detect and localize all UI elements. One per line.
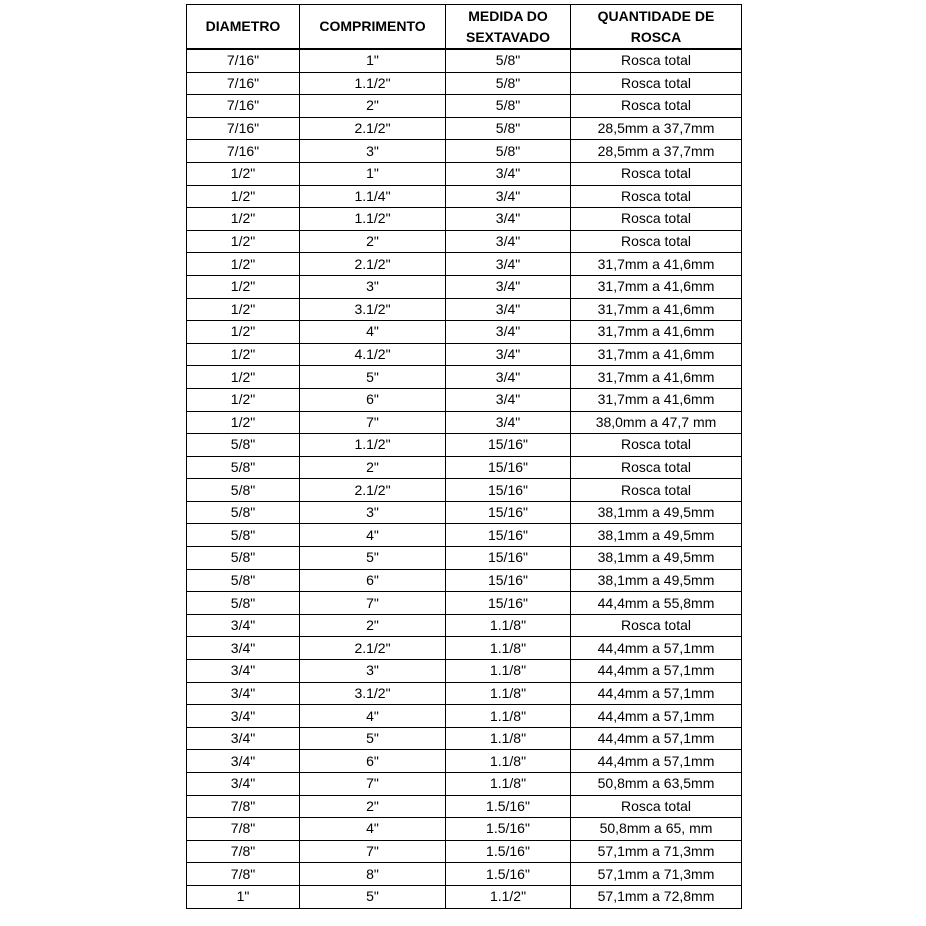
column-header-quantidade-de-rosca (571, 5, 742, 50)
comprimento-cell: 2" (300, 95, 446, 118)
comprimento-cell: 1" (300, 49, 446, 72)
sextavado-cell: 15/16" (446, 501, 571, 524)
rosca-cell: 28,5mm a 37,7mm (571, 140, 742, 163)
table-row (187, 795, 742, 818)
rosca-cell: Rosca total (571, 434, 742, 457)
sextavado-cell: 15/16" (446, 569, 571, 592)
diametro-cell: 7/16" (187, 49, 300, 72)
diametro-cell: 3/4" (187, 727, 300, 750)
table-row (187, 208, 742, 231)
diametro-cell: 3/4" (187, 660, 300, 683)
table-row (187, 479, 742, 502)
table-row (187, 275, 742, 298)
sextavado-cell: 1.1/8" (446, 637, 571, 660)
rosca-cell: 31,7mm a 41,6mm (571, 388, 742, 411)
comprimento-cell: 3" (300, 140, 446, 163)
table-row (187, 95, 742, 118)
table-body (187, 49, 742, 908)
table-row (187, 298, 742, 321)
rosca-cell: 38,1mm a 49,5mm (571, 501, 742, 524)
bolt-specs-table (186, 4, 742, 909)
rosca-cell: Rosca total (571, 95, 742, 118)
table-row (187, 592, 742, 615)
table-row (187, 682, 742, 705)
rosca-cell: 57,1mm a 71,3mm (571, 863, 742, 886)
table-row (187, 72, 742, 95)
column-header-text: ROSCA (630, 28, 682, 45)
diametro-cell: 5/8" (187, 592, 300, 615)
diametro-cell: 1/2" (187, 230, 300, 253)
rosca-cell: 31,7mm a 41,6mm (571, 275, 742, 298)
sextavado-cell: 1.1/2" (446, 885, 571, 908)
sextavado-cell: 3/4" (446, 162, 571, 185)
comprimento-cell: 5" (300, 547, 446, 570)
table-row (187, 727, 742, 750)
diametro-cell: 1/2" (187, 366, 300, 389)
comprimento-cell: 4" (300, 705, 446, 728)
comprimento-cell: 6" (300, 569, 446, 592)
comprimento-cell: 4" (300, 524, 446, 547)
sextavado-cell: 3/4" (446, 366, 571, 389)
sextavado-cell: 1.1/8" (446, 727, 571, 750)
comprimento-cell: 5" (300, 366, 446, 389)
table-row (187, 637, 742, 660)
rosca-cell: 44,4mm a 57,1mm (571, 660, 742, 683)
comprimento-cell: 7" (300, 592, 446, 615)
table-row (187, 547, 742, 570)
bolt-specs-table-container (186, 4, 741, 909)
sextavado-cell: 5/8" (446, 117, 571, 140)
sextavado-cell: 1.1/8" (446, 682, 571, 705)
rosca-cell: 57,1mm a 72,8mm (571, 885, 742, 908)
comprimento-cell: 2" (300, 230, 446, 253)
diametro-cell: 5/8" (187, 569, 300, 592)
diametro-cell: 3/4" (187, 614, 300, 637)
comprimento-cell: 1.1/2" (300, 72, 446, 95)
column-header-text: MEDIDA DO (468, 7, 548, 24)
diametro-cell: 7/16" (187, 117, 300, 140)
rosca-cell: 44,4mm a 57,1mm (571, 727, 742, 750)
rosca-cell: 57,1mm a 71,3mm (571, 840, 742, 863)
rosca-cell: Rosca total (571, 49, 742, 72)
rosca-cell: 31,7mm a 41,6mm (571, 253, 742, 276)
column-header-comprimento (300, 5, 446, 50)
diametro-cell: 1/2" (187, 343, 300, 366)
comprimento-cell: 3" (300, 501, 446, 524)
sextavado-cell: 1.1/8" (446, 705, 571, 728)
column-header-medida-do-sextavado (446, 5, 571, 50)
diametro-cell: 1/2" (187, 208, 300, 231)
column-header-text: DIAMETRO (205, 18, 281, 34)
comprimento-cell: 1" (300, 162, 446, 185)
diametro-cell: 1/2" (187, 162, 300, 185)
sextavado-cell: 5/8" (446, 72, 571, 95)
table-row (187, 569, 742, 592)
sextavado-cell: 1.1/8" (446, 660, 571, 683)
rosca-cell: 50,8mm a 63,5mm (571, 773, 742, 796)
diametro-cell: 7/8" (187, 795, 300, 818)
comprimento-cell: 2" (300, 614, 446, 637)
diametro-cell: 7/8" (187, 863, 300, 886)
rosca-cell: 38,1mm a 49,5mm (571, 524, 742, 547)
sextavado-cell: 15/16" (446, 456, 571, 479)
table-row (187, 388, 742, 411)
sextavado-cell: 1.1/8" (446, 773, 571, 796)
rosca-cell: 31,7mm a 41,6mm (571, 298, 742, 321)
diametro-cell: 7/16" (187, 140, 300, 163)
column-header-text: COMPRIMENTO (319, 18, 426, 34)
rosca-cell: Rosca total (571, 208, 742, 231)
diametro-cell: 5/8" (187, 479, 300, 502)
diametro-cell: 5/8" (187, 456, 300, 479)
sextavado-cell: 5/8" (446, 49, 571, 72)
comprimento-cell: 1.1/4" (300, 185, 446, 208)
diametro-cell: 1/2" (187, 411, 300, 434)
diametro-cell: 1" (187, 885, 300, 908)
sextavado-cell: 1.5/16" (446, 840, 571, 863)
comprimento-cell: 2.1/2" (300, 637, 446, 660)
table-row (187, 162, 742, 185)
table-row (187, 140, 742, 163)
comprimento-cell: 4.1/2" (300, 343, 446, 366)
comprimento-cell: 4" (300, 818, 446, 841)
rosca-cell: Rosca total (571, 162, 742, 185)
diametro-cell: 5/8" (187, 524, 300, 547)
sextavado-cell: 15/16" (446, 592, 571, 615)
sextavado-cell: 5/8" (446, 140, 571, 163)
sextavado-cell: 15/16" (446, 547, 571, 570)
comprimento-cell: 1.1/2" (300, 208, 446, 231)
rosca-cell: Rosca total (571, 614, 742, 637)
rosca-cell: Rosca total (571, 185, 742, 208)
table-row (187, 863, 742, 886)
table-header-row (187, 5, 742, 50)
comprimento-cell: 3.1/2" (300, 682, 446, 705)
table-row (187, 840, 742, 863)
rosca-cell: 31,7mm a 41,6mm (571, 366, 742, 389)
sextavado-cell: 3/4" (446, 411, 571, 434)
comprimento-cell: 5" (300, 727, 446, 750)
table-row (187, 343, 742, 366)
rosca-cell: Rosca total (571, 479, 742, 502)
rosca-cell: Rosca total (571, 456, 742, 479)
table-row (187, 773, 742, 796)
diametro-cell: 3/4" (187, 682, 300, 705)
sextavado-cell: 1.1/8" (446, 750, 571, 773)
diametro-cell: 5/8" (187, 547, 300, 570)
table-row (187, 411, 742, 434)
rosca-cell: Rosca total (571, 230, 742, 253)
rosca-cell: 44,4mm a 55,8mm (571, 592, 742, 615)
comprimento-cell: 5" (300, 885, 446, 908)
rosca-cell: Rosca total (571, 72, 742, 95)
table-row (187, 818, 742, 841)
column-header-text: QUANTIDADE DE (597, 7, 715, 24)
diametro-cell: 1/2" (187, 253, 300, 276)
diametro-cell: 5/8" (187, 501, 300, 524)
rosca-cell: 44,4mm a 57,1mm (571, 750, 742, 773)
comprimento-cell: 2.1/2" (300, 117, 446, 140)
comprimento-cell: 6" (300, 388, 446, 411)
table-row (187, 885, 742, 908)
table-row (187, 117, 742, 140)
rosca-cell: 38,0mm a 47,7 mm (571, 411, 742, 434)
diametro-cell: 1/2" (187, 185, 300, 208)
sextavado-cell: 1.5/16" (446, 818, 571, 841)
sextavado-cell: 3/4" (446, 343, 571, 366)
table-row (187, 49, 742, 72)
rosca-cell: Rosca total (571, 795, 742, 818)
rosca-cell: 28,5mm a 37,7mm (571, 117, 742, 140)
table-row (187, 185, 742, 208)
sextavado-cell: 1.5/16" (446, 863, 571, 886)
rosca-cell: 44,4mm a 57,1mm (571, 682, 742, 705)
sextavado-cell: 15/16" (446, 479, 571, 502)
diametro-cell: 7/8" (187, 840, 300, 863)
diametro-cell: 3/4" (187, 773, 300, 796)
comprimento-cell: 7" (300, 411, 446, 434)
table-row (187, 230, 742, 253)
table-row (187, 705, 742, 728)
comprimento-cell: 3.1/2" (300, 298, 446, 321)
comprimento-cell: 6" (300, 750, 446, 773)
comprimento-cell: 3" (300, 275, 446, 298)
sextavado-cell: 15/16" (446, 434, 571, 457)
rosca-cell: 38,1mm a 49,5mm (571, 569, 742, 592)
rosca-cell: 50,8mm a 65, mm (571, 818, 742, 841)
comprimento-cell: 2" (300, 456, 446, 479)
diametro-cell: 5/8" (187, 434, 300, 457)
table-row (187, 253, 742, 276)
sextavado-cell: 5/8" (446, 95, 571, 118)
comprimento-cell: 2" (300, 795, 446, 818)
sextavado-cell: 3/4" (446, 298, 571, 321)
sextavado-cell: 3/4" (446, 208, 571, 231)
comprimento-cell: 2.1/2" (300, 479, 446, 502)
diametro-cell: 1/2" (187, 298, 300, 321)
rosca-cell: 31,7mm a 41,6mm (571, 321, 742, 344)
rosca-cell: 44,4mm a 57,1mm (571, 705, 742, 728)
table-row (187, 456, 742, 479)
table-row (187, 660, 742, 683)
sextavado-cell: 3/4" (446, 388, 571, 411)
sextavado-cell: 3/4" (446, 275, 571, 298)
diametro-cell: 7/8" (187, 818, 300, 841)
table-row (187, 321, 742, 344)
diametro-cell: 1/2" (187, 275, 300, 298)
comprimento-cell: 1.1/2" (300, 434, 446, 457)
sextavado-cell: 3/4" (446, 253, 571, 276)
sextavado-cell: 3/4" (446, 321, 571, 344)
table-row (187, 750, 742, 773)
sextavado-cell: 1.5/16" (446, 795, 571, 818)
column-header-diametro (187, 5, 300, 50)
table-row (187, 501, 742, 524)
comprimento-cell: 7" (300, 840, 446, 863)
comprimento-cell: 2.1/2" (300, 253, 446, 276)
table-row (187, 524, 742, 547)
table-row (187, 366, 742, 389)
sextavado-cell: 3/4" (446, 230, 571, 253)
comprimento-cell: 8" (300, 863, 446, 886)
diametro-cell: 1/2" (187, 321, 300, 344)
rosca-cell: 31,7mm a 41,6mm (571, 343, 742, 366)
sextavado-cell: 1.1/8" (446, 614, 571, 637)
table-row (187, 434, 742, 457)
column-header-text: SEXTAVADO (465, 28, 550, 45)
diametro-cell: 7/16" (187, 72, 300, 95)
sextavado-cell: 3/4" (446, 185, 571, 208)
sextavado-cell: 15/16" (446, 524, 571, 547)
comprimento-cell: 3" (300, 660, 446, 683)
diametro-cell: 3/4" (187, 705, 300, 728)
comprimento-cell: 7" (300, 773, 446, 796)
diametro-cell: 7/16" (187, 95, 300, 118)
table-row (187, 614, 742, 637)
diametro-cell: 1/2" (187, 388, 300, 411)
rosca-cell: 44,4mm a 57,1mm (571, 637, 742, 660)
diametro-cell: 3/4" (187, 637, 300, 660)
rosca-cell: 38,1mm a 49,5mm (571, 547, 742, 570)
diametro-cell: 3/4" (187, 750, 300, 773)
comprimento-cell: 4" (300, 321, 446, 344)
